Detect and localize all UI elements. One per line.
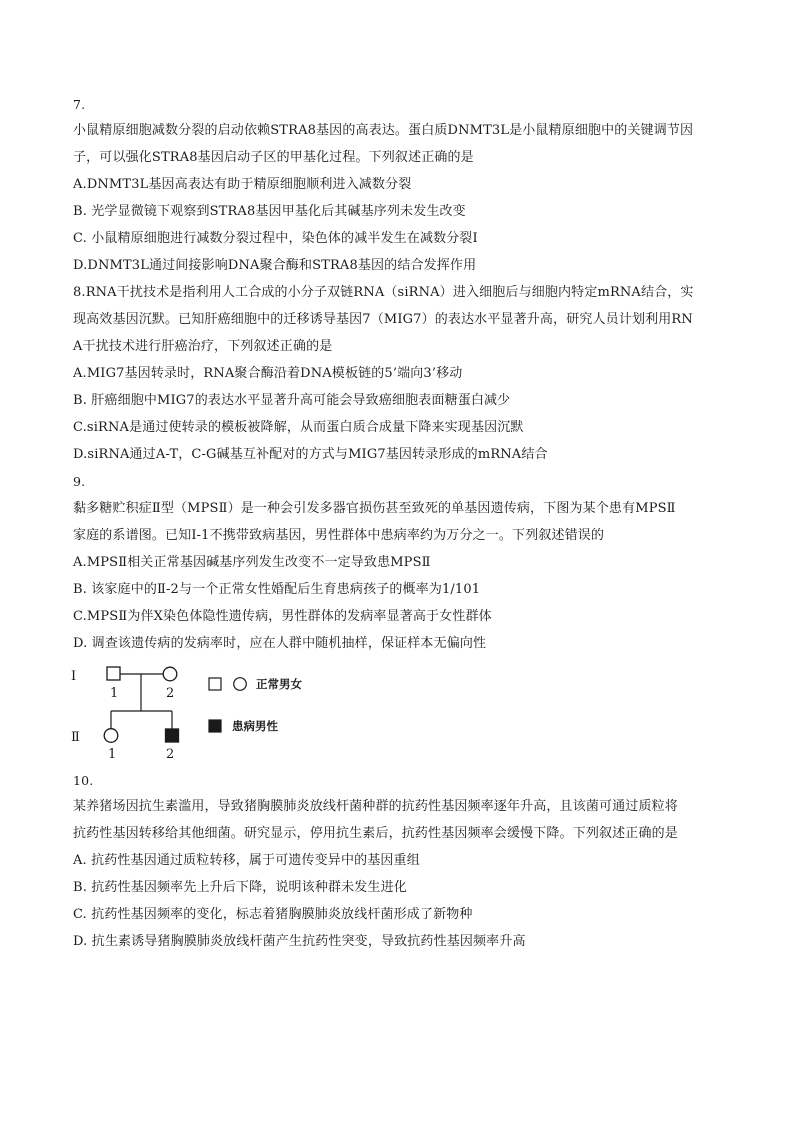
question-10-number: 10. xyxy=(73,773,94,788)
generation-2-label: Ⅱ xyxy=(71,730,80,745)
question-10-option-b: B. 抗药性基因频率先上升后下降，说明该种群未发生进化 xyxy=(73,880,407,895)
legend-normal-label: 正常男女 xyxy=(256,677,302,691)
question-8-option-a: A.MIG7基因转录时，RNA聚合酶沿着DNA模板链的5’端向3’移动 xyxy=(73,366,463,381)
question-8-option-d: D.siRNA通过A-T，C-G碱基互补配对的方式与MIG7基因转录形成的mRNA结合 xyxy=(73,447,548,462)
individual-ii-1-number: 1 xyxy=(108,747,117,762)
question-10-option-c: C. 抗药性基因频率的变化，标志着猪胸膜肺炎放线杆菌形成了新物种 xyxy=(73,907,473,922)
generation-1-label: I xyxy=(71,669,77,684)
individual-ii-2-affected-male xyxy=(166,729,179,742)
legend-circle-icon xyxy=(234,678,247,691)
individual-ii-1-normal-female xyxy=(104,729,118,743)
question-7-stem-line-1: 小鼠精原细胞减数分裂的启动依赖STRA8基因的高表达。蛋白质DNMT3L是小鼠精原细胞中的关键调节因 xyxy=(73,123,694,138)
individual-i-2-number: 2 xyxy=(166,686,175,701)
question-10-option-a: A. 抗药性基因通过质粒转移，属于可遗传变异中的基因重组 xyxy=(73,853,420,868)
legend-affected-label: 患病男性 xyxy=(232,719,278,733)
question-9-option-b: B. 该家庭中的Ⅱ-2与一个正常女性婚配后生育患病孩子的概率为1/101 xyxy=(73,582,481,597)
question-10-stem-line-2: 抗药性基因转移给其他细菌。研究显示，停用抗生素后，抗药性基因频率会缓慢下降。下列叙述正确的是 xyxy=(73,826,678,841)
question-9-number: 9. xyxy=(73,474,86,489)
individual-i-1-normal-male xyxy=(107,667,120,680)
question-7-option-a: A.DNMT3L基因高表达有助于精原细胞顺利进入减数分裂 xyxy=(73,177,412,192)
legend-square-icon xyxy=(209,678,221,690)
question-7-option-d: D.DNMT3L通过间接影响DNA聚合酶和STRA8基因的结合发挥作用 xyxy=(73,258,477,273)
question-7-option-c: C. 小鼠精原细胞进行减数分裂过程中，染色体的减半发生在减数分裂Ⅰ xyxy=(73,231,478,246)
question-8-option-c: C.siRNA是通过使转录的模板被降解，从而蛋白质合成量下降来实现基因沉默 xyxy=(73,420,524,435)
question-10-option-d: D. 抗生素诱导猪胸膜肺炎放线杆菌产生抗药性突变，导致抗药性基因频率升高 xyxy=(73,934,526,949)
legend-filled-square-icon xyxy=(209,720,221,732)
question-9-stem-line-1: 黏多糖贮积症Ⅱ型（MPSⅡ）是一种会引发多器官损伤甚至致死的单基因遗传病，下图为某个患有MPSⅡ xyxy=(73,501,676,516)
question-7-number: 7. xyxy=(73,97,86,112)
question-9-option-d: D. 调查该遗传病的发病率时，应在人群中随机抽样，保证样本无偏向性 xyxy=(73,636,487,651)
question-8-stem-line-3: A干扰技术进行肝癌治疗，下列叙述正确的是 xyxy=(73,339,333,354)
question-8-option-b: B. 肝癌细胞中MIG7的表达水平显著升高可能会导致癌细胞表面糖蛋白减少 xyxy=(73,393,511,408)
question-7-stem-line-2: 子，可以强化STRA8基因启动子区的甲基化过程。下列叙述正确的是 xyxy=(73,150,474,165)
individual-i-1-number: 1 xyxy=(110,686,119,701)
question-9-option-c: C.MPSⅡ为伴X染色体隐性遗传病，男性群体的发病率显著高于女性群体 xyxy=(73,609,492,624)
question-10-stem-line-1: 某养猪场因抗生素滥用，导致猪胸膜肺炎放线杆菌种群的抗药性基因频率逐年升高，且该菌可通过质粒将 xyxy=(73,799,678,814)
individual-ii-2-number: 2 xyxy=(166,747,175,762)
question-9-option-a: A.MPSⅡ相关正常基因碱基序列发生改变不一定导致患MPSⅡ xyxy=(73,555,431,570)
question-9-stem-line-2: 家庭的系谱图。已知Ⅰ-1不携带致病基因，男性群体中患病率约为万分之一。下列叙述错误的 xyxy=(73,528,605,543)
question-8-stem-line-1: 8.RNA干扰技术是指利用人工合成的小分子双链RNA（siRNA）进入细胞后与细胞内特定mRNA结合，实 xyxy=(73,285,694,300)
individual-i-2-normal-female xyxy=(163,667,177,681)
question-7-option-b: B. 光学显微镜下观察到STRA8基因甲基化后其碱基序列未发生改变 xyxy=(73,204,466,219)
question-8-stem-line-2: 现高效基因沉默。已知肝癌细胞中的迁移诱导基因7（MIG7）的表达水平显著升高，研究人员计划利用RN xyxy=(73,312,693,327)
